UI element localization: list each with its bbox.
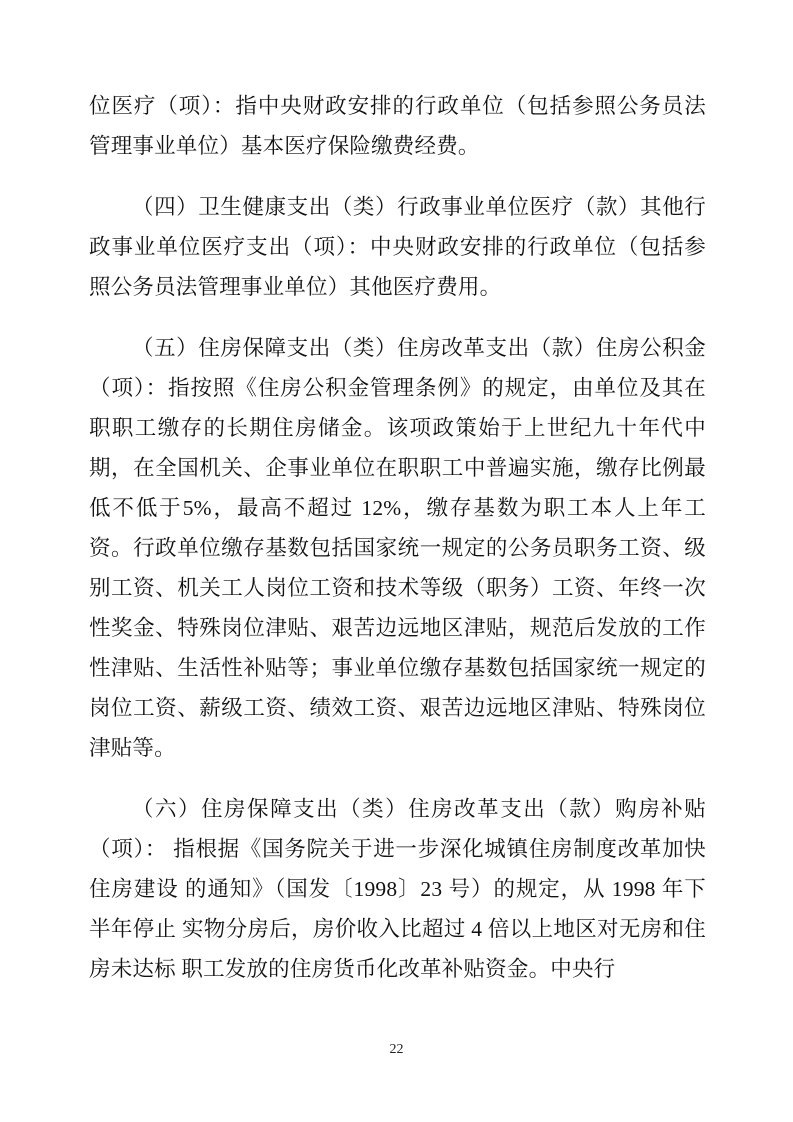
paragraph-item-6-housing-subsidy: （六）住房保障支出（类）住房改革支出（款）购房补贴（项）： 指根据《国务院关于进一步深化城镇住房制度改革加快住房建设 的通知》（国发〔1998〕23 号）的规定，从 1998 年下半年停止 实物分房后，房价收入比超过 4 倍以上地区对无房和住房未达标 职工发放的住房货币化改革补贴资金。中央行 — [89, 797, 706, 981]
paragraph-item-5-housing-fund: （五）住房保障支出（类）住房改革支出（款）住房公积金（项）：指按照《住房公积金管理条例》的规定，由单位及其在职职工缴存的长期住房储金。该项政策始于上世纪九十年代中期，在全国机关、企事业单位在职职工中普遍实施，缴存比例最低不低于5%，最高不超过 12%，缴存基数为职工本人上年工资。行政单位缴存基数包括国家统一规定的公务员职务工资、级别工资、机关工人岗位工资和技术等级（职务）工资、年终一次性奖金、特殊岗位津贴、艰苦边远地区津贴，规范后发放的工作性津贴、生活性补贴等；事业单位缴存基数包括国家统一规定的岗位工资、薪级工资、绩效工资、艰苦边远地区津贴、特殊岗位津贴等。 — [89, 336, 706, 760]
page-number: 22 — [389, 1042, 404, 1057]
document-body — [89, 86, 706, 989]
paragraph-item-4-health-expenditure: （四）卫生健康支出（类）行政事业单位医疗（款）其他行政事业单位医疗支出（项）：中央财政安排的行政单位（包括参照公务员法管理事业单位）其他医疗费用。 — [89, 195, 706, 299]
paragraph-continuation-medical-unit: 位医疗（项）：指中央财政安排的行政单位（包括参照公务员法管理事业单位）基本医疗保险缴费经费。 — [89, 94, 706, 158]
